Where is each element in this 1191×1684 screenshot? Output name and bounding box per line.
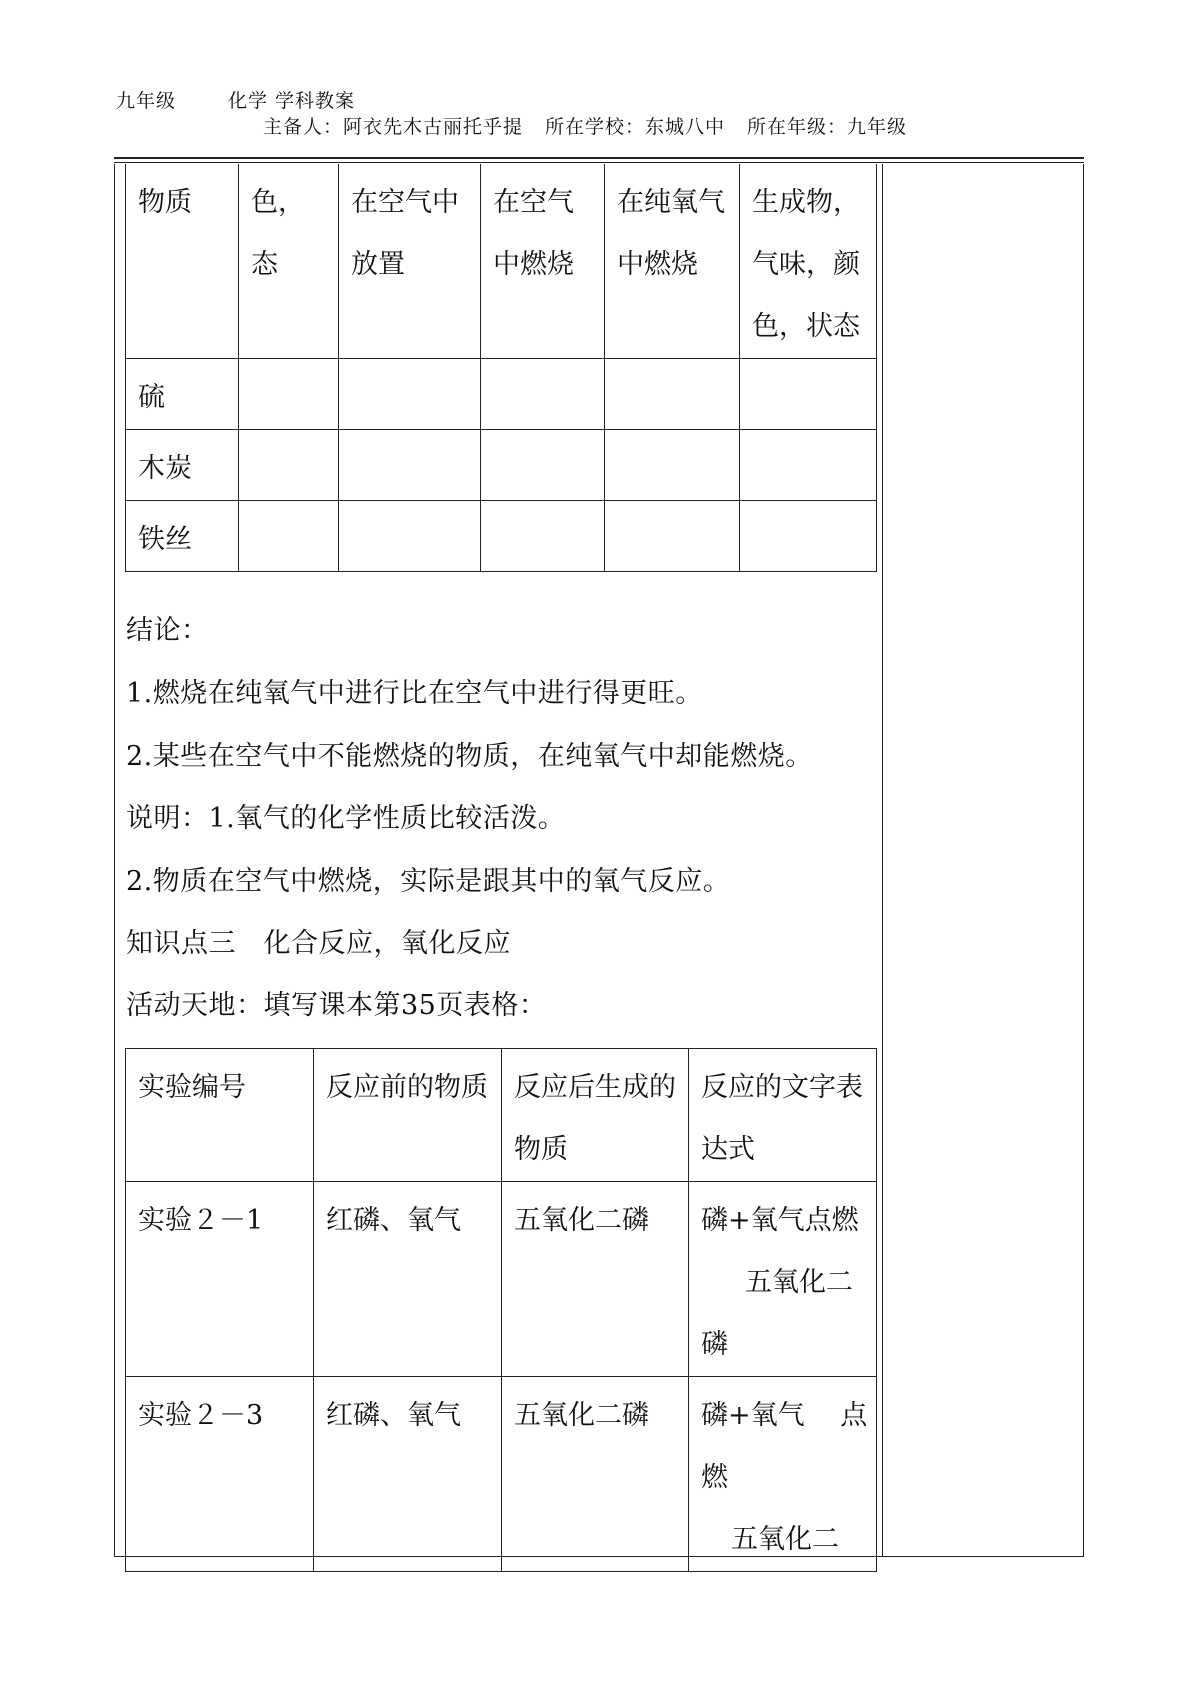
table-header-row bbox=[126, 1049, 877, 1182]
combustion-table bbox=[125, 164, 877, 572]
header-cell: 色，态 bbox=[239, 164, 339, 359]
header-cell: 反应前的物质 bbox=[314, 1049, 502, 1182]
header-cell: 物质 bbox=[126, 164, 239, 359]
table-row bbox=[126, 501, 877, 572]
table-header-row bbox=[126, 164, 877, 359]
products-cell: 五氧化二磷 bbox=[502, 1377, 689, 1572]
table-cell bbox=[239, 501, 339, 572]
table-cell bbox=[740, 359, 877, 430]
equation-line: 五氧化二 bbox=[731, 1524, 839, 1555]
table-cell bbox=[740, 430, 877, 501]
table-cell bbox=[740, 501, 877, 572]
experiment-id-cell: 实验２－3 bbox=[126, 1377, 314, 1572]
conclusion-2: 2.某些在空气中不能燃烧的物质，在纯氧气中却能燃烧。 bbox=[126, 741, 813, 772]
header-line-2 bbox=[263, 112, 907, 139]
header-cell: 反应的文字表达式 bbox=[689, 1049, 877, 1182]
table-cell bbox=[481, 430, 605, 501]
table-cell bbox=[605, 359, 740, 430]
header-grade: 九年级 bbox=[116, 90, 177, 112]
equation-line: 燃 bbox=[701, 1462, 728, 1493]
table-row bbox=[126, 430, 877, 501]
products-cell: 五氧化二磷 bbox=[502, 1182, 689, 1377]
knowledge-point-heading: 知识点三 化合反应，氧化反应 bbox=[126, 928, 511, 959]
table-row bbox=[126, 1377, 877, 1572]
table-cell bbox=[339, 430, 481, 501]
header-line-1 bbox=[116, 86, 355, 113]
header-cell: 生成物，气味，颜色，状态 bbox=[740, 164, 877, 359]
conclusion-1: 1.燃烧在纯氧气中进行比在空气中进行得更旺。 bbox=[126, 678, 703, 709]
experiment-id-cell: 实验２－1 bbox=[126, 1182, 314, 1377]
equation-line: 五氧化二 bbox=[745, 1267, 853, 1298]
table-cell bbox=[339, 359, 481, 430]
table-cell bbox=[481, 359, 605, 430]
header-cell: 实验编号 bbox=[126, 1049, 314, 1182]
header-cell: 在空气中燃烧 bbox=[481, 164, 605, 359]
frame-column-divider bbox=[882, 164, 883, 1556]
word-equation-cell bbox=[689, 1182, 877, 1377]
header-preparer: 主备人：阿衣先木古丽托乎提 bbox=[263, 116, 524, 138]
header-cell: 在空气中放置 bbox=[339, 164, 481, 359]
table-cell bbox=[605, 430, 740, 501]
header-cell: 反应后生成的物质 bbox=[502, 1049, 689, 1182]
reaction-table bbox=[125, 1048, 877, 1572]
table-cell bbox=[481, 501, 605, 572]
table-row bbox=[126, 359, 877, 430]
equation-line: 磷+氧气点燃 bbox=[701, 1205, 859, 1236]
table-cell bbox=[239, 430, 339, 501]
reactants-cell: 红磷、氧气 bbox=[314, 1377, 502, 1572]
equation-line: 磷+氧气 点 bbox=[701, 1400, 868, 1431]
header-rule-thin bbox=[114, 162, 1084, 163]
header-school: 所在学校：东城八中 bbox=[545, 116, 726, 138]
table-row bbox=[126, 1182, 877, 1377]
note-2: 2.物质在空气中燃烧，实际是跟其中的氧气反应。 bbox=[126, 866, 731, 897]
table-cell: 硫 bbox=[126, 359, 239, 430]
header-grade-level: 所在年级：九年级 bbox=[747, 116, 908, 138]
header-rule-thick bbox=[114, 157, 1084, 159]
table-cell bbox=[605, 501, 740, 572]
table-cell bbox=[339, 501, 481, 572]
table-cell bbox=[239, 359, 339, 430]
table-cell: 铁丝 bbox=[126, 501, 239, 572]
activity-instruction: 活动天地：填写课本第35页表格： bbox=[126, 990, 547, 1021]
header-subject: 化学 学科教案 bbox=[228, 90, 356, 112]
word-equation-cell bbox=[689, 1377, 877, 1572]
table-cell: 木炭 bbox=[126, 430, 239, 501]
header-cell: 在纯氧气中燃烧 bbox=[605, 164, 740, 359]
note-1: 说明：1.氧气的化学性质比较活泼。 bbox=[126, 803, 566, 834]
conclusion-title: 结论： bbox=[126, 615, 209, 646]
reactants-cell: 红磷、氧气 bbox=[314, 1182, 502, 1377]
equation-line: 磷 bbox=[701, 1329, 728, 1360]
